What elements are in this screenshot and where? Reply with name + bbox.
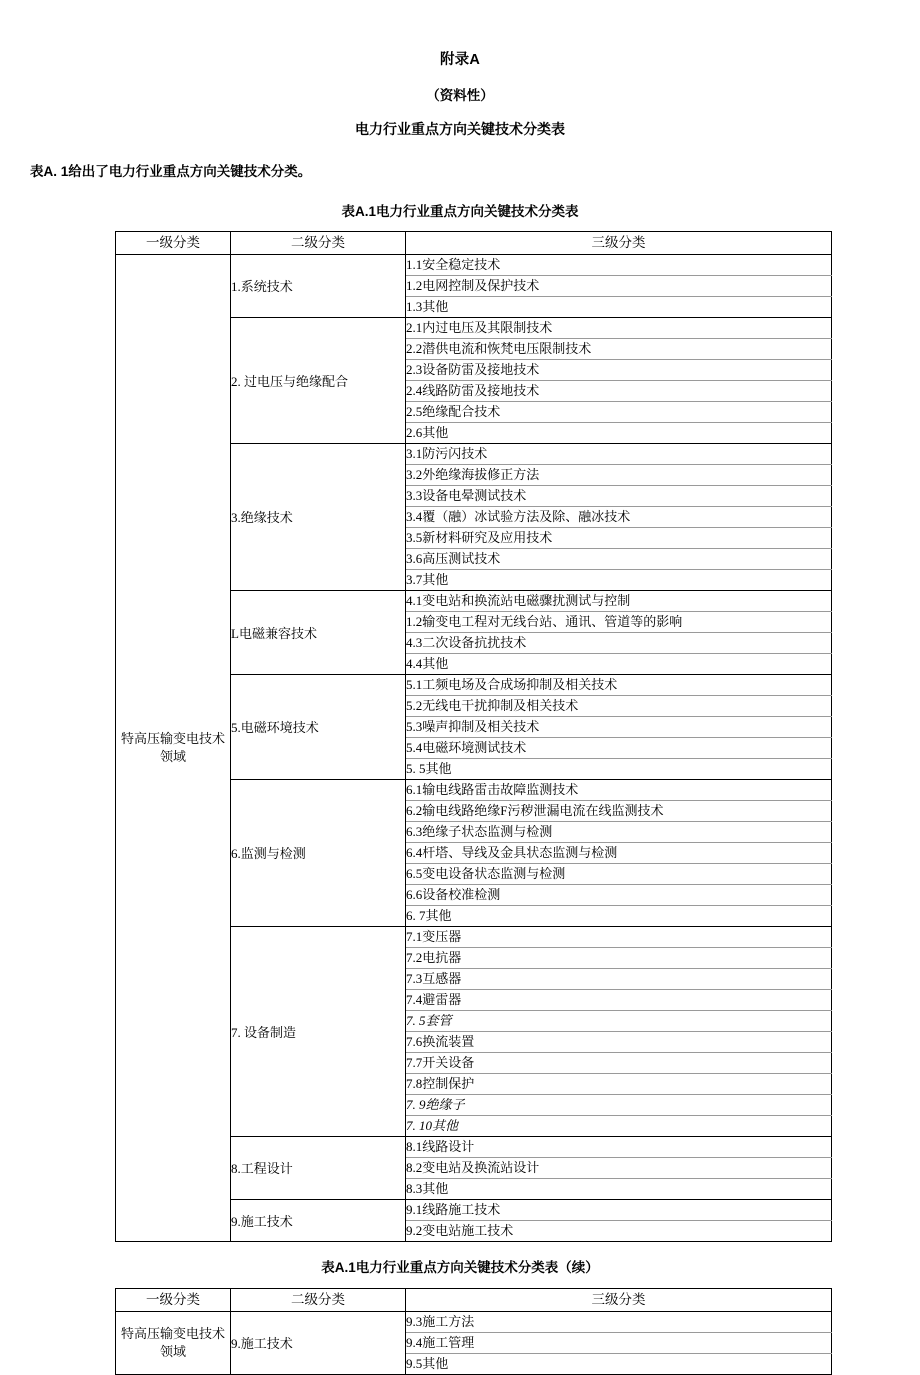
table-header-row	[116, 231, 832, 254]
level1-label-line1: 特高压输变电技术	[120, 1326, 225, 1342]
level3-item-cell: 7.6换流装置	[406, 1031, 832, 1052]
header-level2: 二级分类	[231, 231, 406, 254]
level2-category-cell: 8.工程设计	[231, 1136, 406, 1199]
level3-item-cell: 7. 9绝缘子	[406, 1094, 832, 1115]
level3-item-cell: 1.2输变电工程对无线台站、通讯、管道等的影响	[406, 611, 832, 632]
level3-item-cell: 5.1工频电场及合成场抑制及相关技术	[406, 674, 832, 695]
level3-item-cell: 6.1输电线路雷击故障监测技术	[406, 779, 832, 800]
level3-item-cell: 7.3互感器	[406, 968, 832, 989]
level3-item-cell: 5.4电磁环境测试技术	[406, 737, 832, 758]
level1-label-line2: 领域	[159, 1343, 186, 1359]
header-level3: 三级分类	[406, 1288, 832, 1311]
level3-item-cell: 9.4施工管理	[406, 1332, 832, 1353]
table-caption-main: 表A.1电力行业重点方向关键技术分类表	[341, 204, 579, 220]
level2-category-cell: 3.绝缘技术	[231, 443, 406, 590]
header-level3: 三级分类	[406, 231, 832, 254]
level3-item-cell: 2.2潜供电流和恢梵电压限制技术	[406, 338, 832, 359]
level2-category-cell: 1.系统技术	[231, 254, 406, 317]
level2-category-cell: 9.施工技术	[231, 1199, 406, 1241]
level3-item-cell: 1.3其他	[406, 296, 832, 317]
level3-item-cell: 8.1线路设计	[406, 1136, 832, 1157]
level3-item-cell: 3.4覆（融）冰试验方法及除、融冰技术	[406, 506, 832, 527]
level3-item-cell: 7. 10其他	[406, 1115, 832, 1136]
level3-item-cell: 3.5新材料研究及应用技术	[406, 527, 832, 548]
level3-item-cell: 3.1防污闪技术	[406, 443, 832, 464]
table-caption-continued: 表A.1电力行业重点方向关键技术分类表（续）	[321, 1259, 599, 1275]
level3-item-cell: 7.7开关设备	[406, 1052, 832, 1073]
level3-item-cell: 6.6设备校准检测	[406, 884, 832, 905]
header-level1: 一级分类	[116, 1288, 231, 1311]
level3-item-cell: 9.5其他	[406, 1355, 449, 1371]
level2-category-cell: L电磁兼容技术	[231, 590, 406, 674]
level2-category-cell: 9.施工技术	[231, 1311, 406, 1374]
level3-item-cell: 6.5变电设备状态监测与检测	[406, 863, 832, 884]
level3-item-cell: 5.3噪声抑制及相关技术	[406, 716, 832, 737]
level3-item-cell: 7.1变压器	[406, 926, 832, 947]
level3-item-cell: 9.1线路施工技术	[406, 1199, 832, 1220]
level3-item-cell: 2.4线路防雷及接地技术	[406, 380, 832, 401]
level3-item-cell: 5. 5其他	[406, 758, 832, 779]
level3-item-cell: 3.3设备电晕测试技术	[406, 485, 832, 506]
appendix-title: 附录A	[439, 52, 481, 68]
level3-item-cell: 5.2无线电干扰抑制及相关技术	[406, 695, 832, 716]
header-level1: 一级分类	[116, 231, 231, 254]
intro-paragraph: 表A. 1给出了电力行业重点方向关键技术分类。	[30, 164, 312, 179]
level3-item-cell: 9.3施工方法	[406, 1311, 832, 1332]
table-row	[116, 254, 832, 275]
main-table-wrap	[115, 231, 831, 1242]
level3-item-cell: 4.3二次设备抗扰技术	[406, 632, 832, 653]
table-header-row	[116, 1288, 832, 1311]
level3-item-cell: 2.6其他	[406, 422, 832, 443]
table-row	[116, 1311, 832, 1332]
level1-label-line1: 特高压输变电技术	[120, 730, 225, 746]
level3-item-cell: 6.2输电线路绝缘F污秽泄漏电流在线监测技术	[406, 800, 832, 821]
level3-item-cell: 3.7其他	[406, 569, 832, 590]
level2-category-cell: 2. 过电压与绝缘配合	[231, 317, 406, 443]
level3-item-cell: 6.3绝缘子状态监测与检测	[406, 821, 832, 842]
level3-item-cell: 1.2电网控制及保护技术	[406, 275, 832, 296]
level3-item-cell: 7.4避雷器	[406, 989, 832, 1010]
level3-item-cell: 7.2电抗器	[406, 947, 832, 968]
level2-category-cell: 5.电磁环境技术	[231, 674, 406, 779]
level3-item-cell: 7.8控制保护	[406, 1073, 832, 1094]
level3-item-cell: 1.1安全稳定技术	[406, 254, 832, 275]
appendix-name: 电力行业重点方向关键技术分类表	[355, 121, 565, 137]
level3-item-cell: 8.3其他	[406, 1178, 832, 1199]
level3-item-cell: 3.2外绝缘海拔修正方法	[406, 464, 832, 485]
level3-item-cell: 6. 7其他	[406, 905, 832, 926]
level3-item-cell: 7. 5套管	[406, 1010, 832, 1031]
level3-item-cell: 2.3设备防雷及接地技术	[406, 359, 832, 380]
level3-item-cell: 4.4其他	[406, 653, 832, 674]
level2-category-cell: 7. 设备制造	[231, 926, 406, 1136]
level1-category-cell	[116, 1311, 231, 1374]
level3-item-cell: 2.5绝缘配合技术	[406, 401, 832, 422]
level3-item-cell: 8.2变电站及换流站设计	[406, 1157, 832, 1178]
level1-label-line2: 领域	[159, 748, 186, 764]
level3-item-cell: 6.4杆塔、导线及金具状态监测与检测	[406, 842, 832, 863]
level2-category-cell: 6.监测与检测	[231, 779, 406, 926]
classification-table	[115, 231, 832, 1242]
appendix-nature: （资料性）	[426, 87, 494, 103]
level3-item-cell: 9.2变电站施工技术	[406, 1222, 514, 1238]
level3-item-cell: 2.1内过电压及其限制技术	[406, 317, 832, 338]
header-level2: 二级分类	[231, 1288, 406, 1311]
level3-item-cell: 4.1变电站和换流站电磁骤扰测试与控制	[406, 590, 832, 611]
level1-category-cell	[116, 254, 231, 1241]
level3-item-cell: 3.6高压测试技术	[406, 548, 832, 569]
